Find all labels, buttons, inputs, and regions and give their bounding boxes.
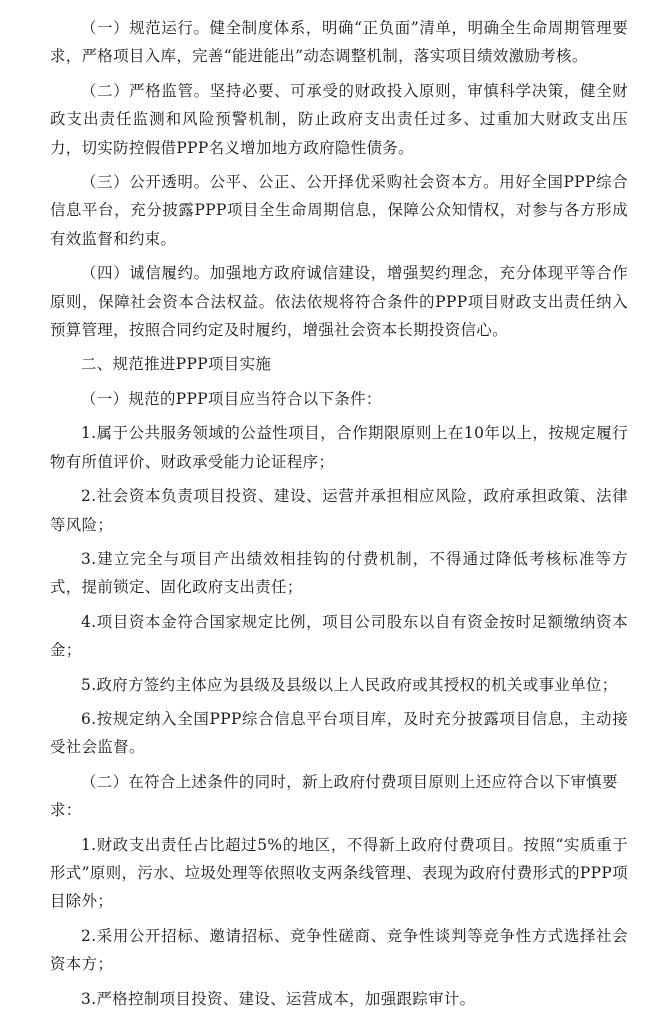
paragraph-strict-supervision: （二）严格监管。坚持必要、可承受的财政投入原则，审慎科学决策，健全财政支出责任监测和风险预警机制，防止政府支出责任过多、过重加大财政支出压力，切实防控假借PPP名义增加地方政府隐性债务。 bbox=[50, 81, 628, 157]
document-page bbox=[50, 14, 628, 1013]
condition-item-6: 6.按规定纳入全国PPP综合信息平台项目库，及时充分披露项目信息，主动接受社会监督。 bbox=[50, 709, 628, 757]
paragraph-openness-transparency: （三）公开透明。公平、公正、公开择优采购社会资本方。用好全国PPP综合信息平台，充分披露PPP项目全生命周期信息，保障公众知情权，对参与各方形成有效监督和约束。 bbox=[50, 173, 628, 248]
condition-item-3: 3.建立完全与项目产出绩效相挂钩的付费机制，不得通过降低考核标准等方式，提前锁定、固化政府支出责任； bbox=[50, 549, 628, 597]
paragraph-integrity-performance: （四）诚信履约。加强地方政府诚信建设，增强契约理念，充分体现平等合作原则，保障社会资本合法权益。依法依规将符合条件的PPP项目财政支出责任纳入预算管理，按照合同约定及时履约，增强社会资本长期投资信心。 bbox=[50, 264, 628, 340]
condition-item-2: 2.社会资本负责项目投资、建设、运营并承担相应风险，政府承担政策、法律等风险； bbox=[50, 487, 628, 534]
paragraph-standard-operation: （一）规范运行。健全制度体系，明确“正负面”清单，明确全生命周期管理要求，严格项目入库，完善“能进能出”动态调整机制，落实项目绩效激励考核。 bbox=[50, 19, 628, 66]
prudent-item-2: 2.采用公开招标、邀请招标、竞争性磋商、竞争性谈判等竞争性方式选择社会资本方； bbox=[50, 926, 628, 974]
condition-item-4: 4.项目资本金符合国家规定比例，项目公司股东以自有资金按时足额缴纳资本金； bbox=[50, 612, 628, 660]
prudent-item-3: 3.严格控制项目投资、建设、运营成本，加强跟踪审计。 bbox=[81, 989, 476, 1008]
subsection-two-heading: （二）在符合上述条件的同时，新上政府付费项目原则上还应符合以下审慎要求： bbox=[50, 772, 618, 820]
condition-item-5: 5.政府方签约主体应为县级及县级以上人民政府或其授权的机关或事业单位； bbox=[81, 675, 618, 694]
condition-item-1: 1.属于公共服务领域的公益性项目，合作期限原则上在10年以上，按规定履行物有所值评价、财政承受能力论证程序； bbox=[50, 424, 628, 471]
subsection-one-heading: （一）规范的PPP项目应当符合以下条件： bbox=[81, 389, 382, 408]
prudent-item-1: 1.财政支出责任占比超过5%的地区，不得新上政府付费项目。按照“实质重于形式”原则，污水、垃圾处理等依照收支两条线管理、表现为政府付费形式的PPP项目除外； bbox=[50, 835, 628, 911]
section-two-heading: 二、规范推进PPP项目实施 bbox=[81, 355, 272, 374]
